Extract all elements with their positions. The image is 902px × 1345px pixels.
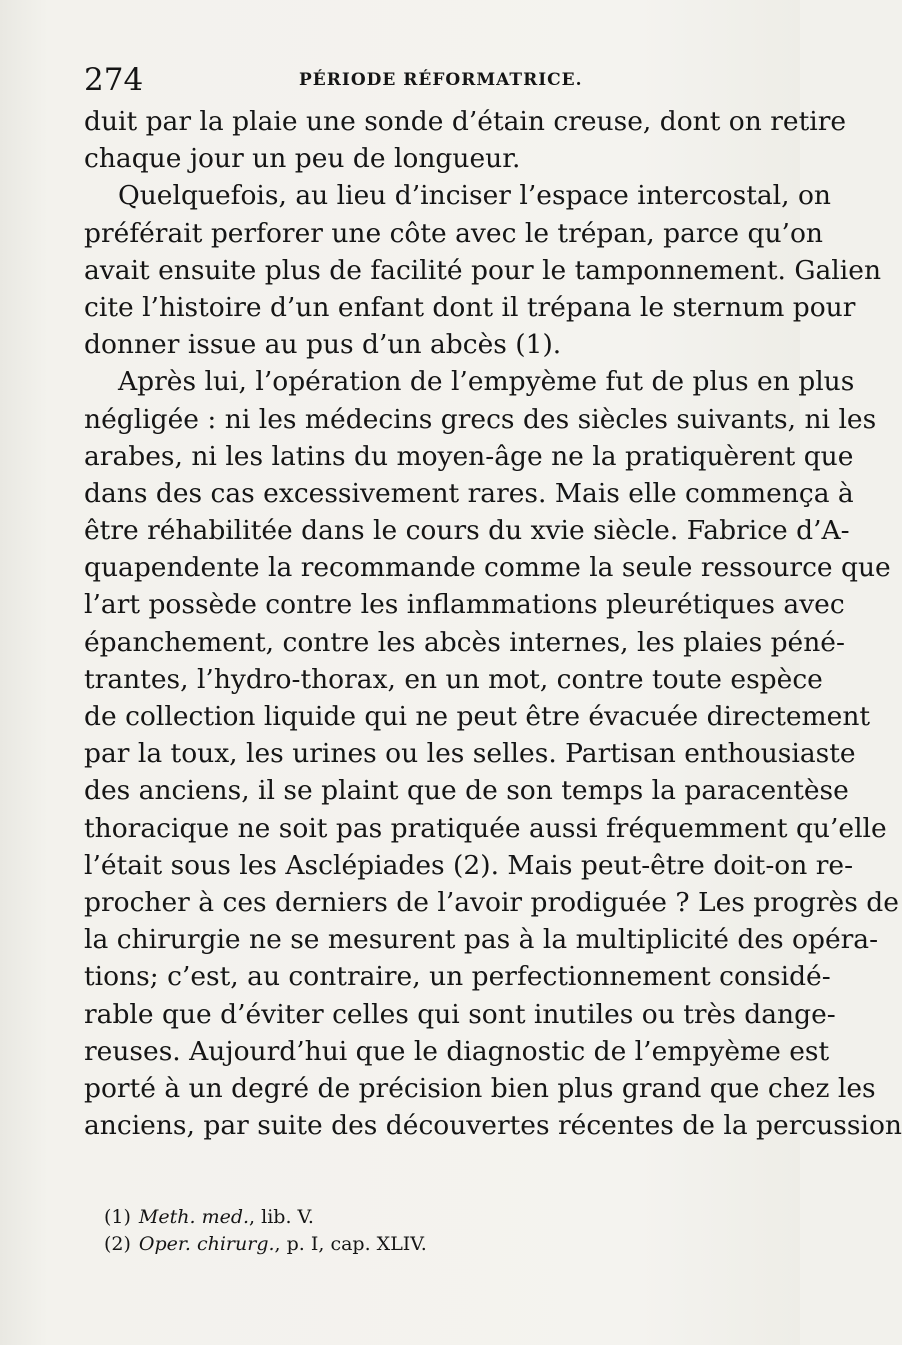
- text-line: duit par la plaie une sonde d’étain creuse, dont on retire: [84, 106, 847, 137]
- page-number: 274: [84, 62, 144, 98]
- text-line: de collection liquide qui ne peut être évacuée directement: [84, 701, 871, 732]
- text-line: épanchement, contre les abcès internes, les plaies péné-: [84, 626, 845, 658]
- text-line: arabes, ni les latins du moyen-âge ne la pratiquèrent que: [84, 440, 854, 472]
- text-line: quapendente la recommande comme la seule ressource que: [84, 552, 891, 584]
- text-line: par la toux, les urines ou les selles. Partisan enthousiaste: [84, 738, 856, 770]
- text-line: avait ensuite plus de facilité pour le tamponnement. Galien: [84, 254, 882, 286]
- running-title: PÉRIODE RÉFORMATRICE.: [299, 70, 583, 90]
- footnote-mark: (1): [104, 1206, 131, 1228]
- footnote-reference: , lib. V.: [249, 1206, 314, 1228]
- text-line: Quelquefois, au lieu d’inciser l’espace intercostal, on: [118, 180, 832, 212]
- text-line: des anciens, il se plaint que de son temps la paracentèse: [84, 775, 849, 807]
- text-line: Après lui, l’opération de l’empyème fut de plus en plus: [118, 366, 855, 398]
- text-line: anciens, par suite des découvertes récentes de la percussion: [84, 1110, 902, 1142]
- text-line: l’était sous les Asclépiades (2). Mais peut-être doit-on re-: [84, 849, 854, 881]
- text-line: dans des cas excessivement rares. Mais elle commença à: [84, 477, 854, 509]
- text-line: reuses. Aujourd’hui que le diagnostic de l’empyème est: [84, 1035, 830, 1067]
- page-header: [84, 62, 744, 102]
- text-line: cite l’histoire d’un enfant dont il trépana le sternum pour: [84, 291, 856, 323]
- footnote-2: [104, 1231, 664, 1258]
- text-line: l’art possède contre les inflammations pleurétiques avec: [84, 589, 845, 621]
- footnote-mark: (2): [104, 1233, 131, 1255]
- text-line: tions; c’est, au contraire, un perfectionnement considé-: [84, 961, 831, 993]
- footnote-1: [104, 1204, 664, 1231]
- text-line: porté à un degré de précision bien plus grand que chez les: [84, 1072, 876, 1104]
- text-line: rable que d’éviter celles qui sont inutiles ou très dange-: [84, 998, 836, 1030]
- footnote-reference: , p. I, cap. XLIV.: [274, 1233, 427, 1255]
- body-text: [84, 103, 902, 1144]
- text-line: être réhabilitée dans le cours du xvie siècle. Fabrice d’A-: [84, 515, 850, 547]
- text-line: la chirurgie ne se mesurent pas à la multiplicité des opéra-: [84, 924, 879, 956]
- text-line: négligée : ni les médecins grecs des siècles suivants, ni les: [84, 403, 877, 435]
- text-line: donner issue au pus d’un abcès (1).: [84, 329, 562, 361]
- footnotes: [104, 1204, 664, 1258]
- text-line: préférait perforer une côte avec le trépan, parce qu’on: [84, 217, 823, 249]
- text-line: procher à ces derniers de l’avoir prodiguée ? Les progrès de: [84, 886, 899, 918]
- text-line: trantes, l’hydro-thorax, en un mot, contre toute espèce: [84, 663, 823, 695]
- footnote-source-title: Oper. chirurg.: [138, 1233, 275, 1255]
- text-line: chaque jour un peu de longueur.: [84, 143, 521, 175]
- text-line: thoracique ne soit pas pratiquée aussi fréquemment qu’elle: [84, 812, 887, 844]
- footnote-source-title: Meth. med.: [138, 1206, 250, 1228]
